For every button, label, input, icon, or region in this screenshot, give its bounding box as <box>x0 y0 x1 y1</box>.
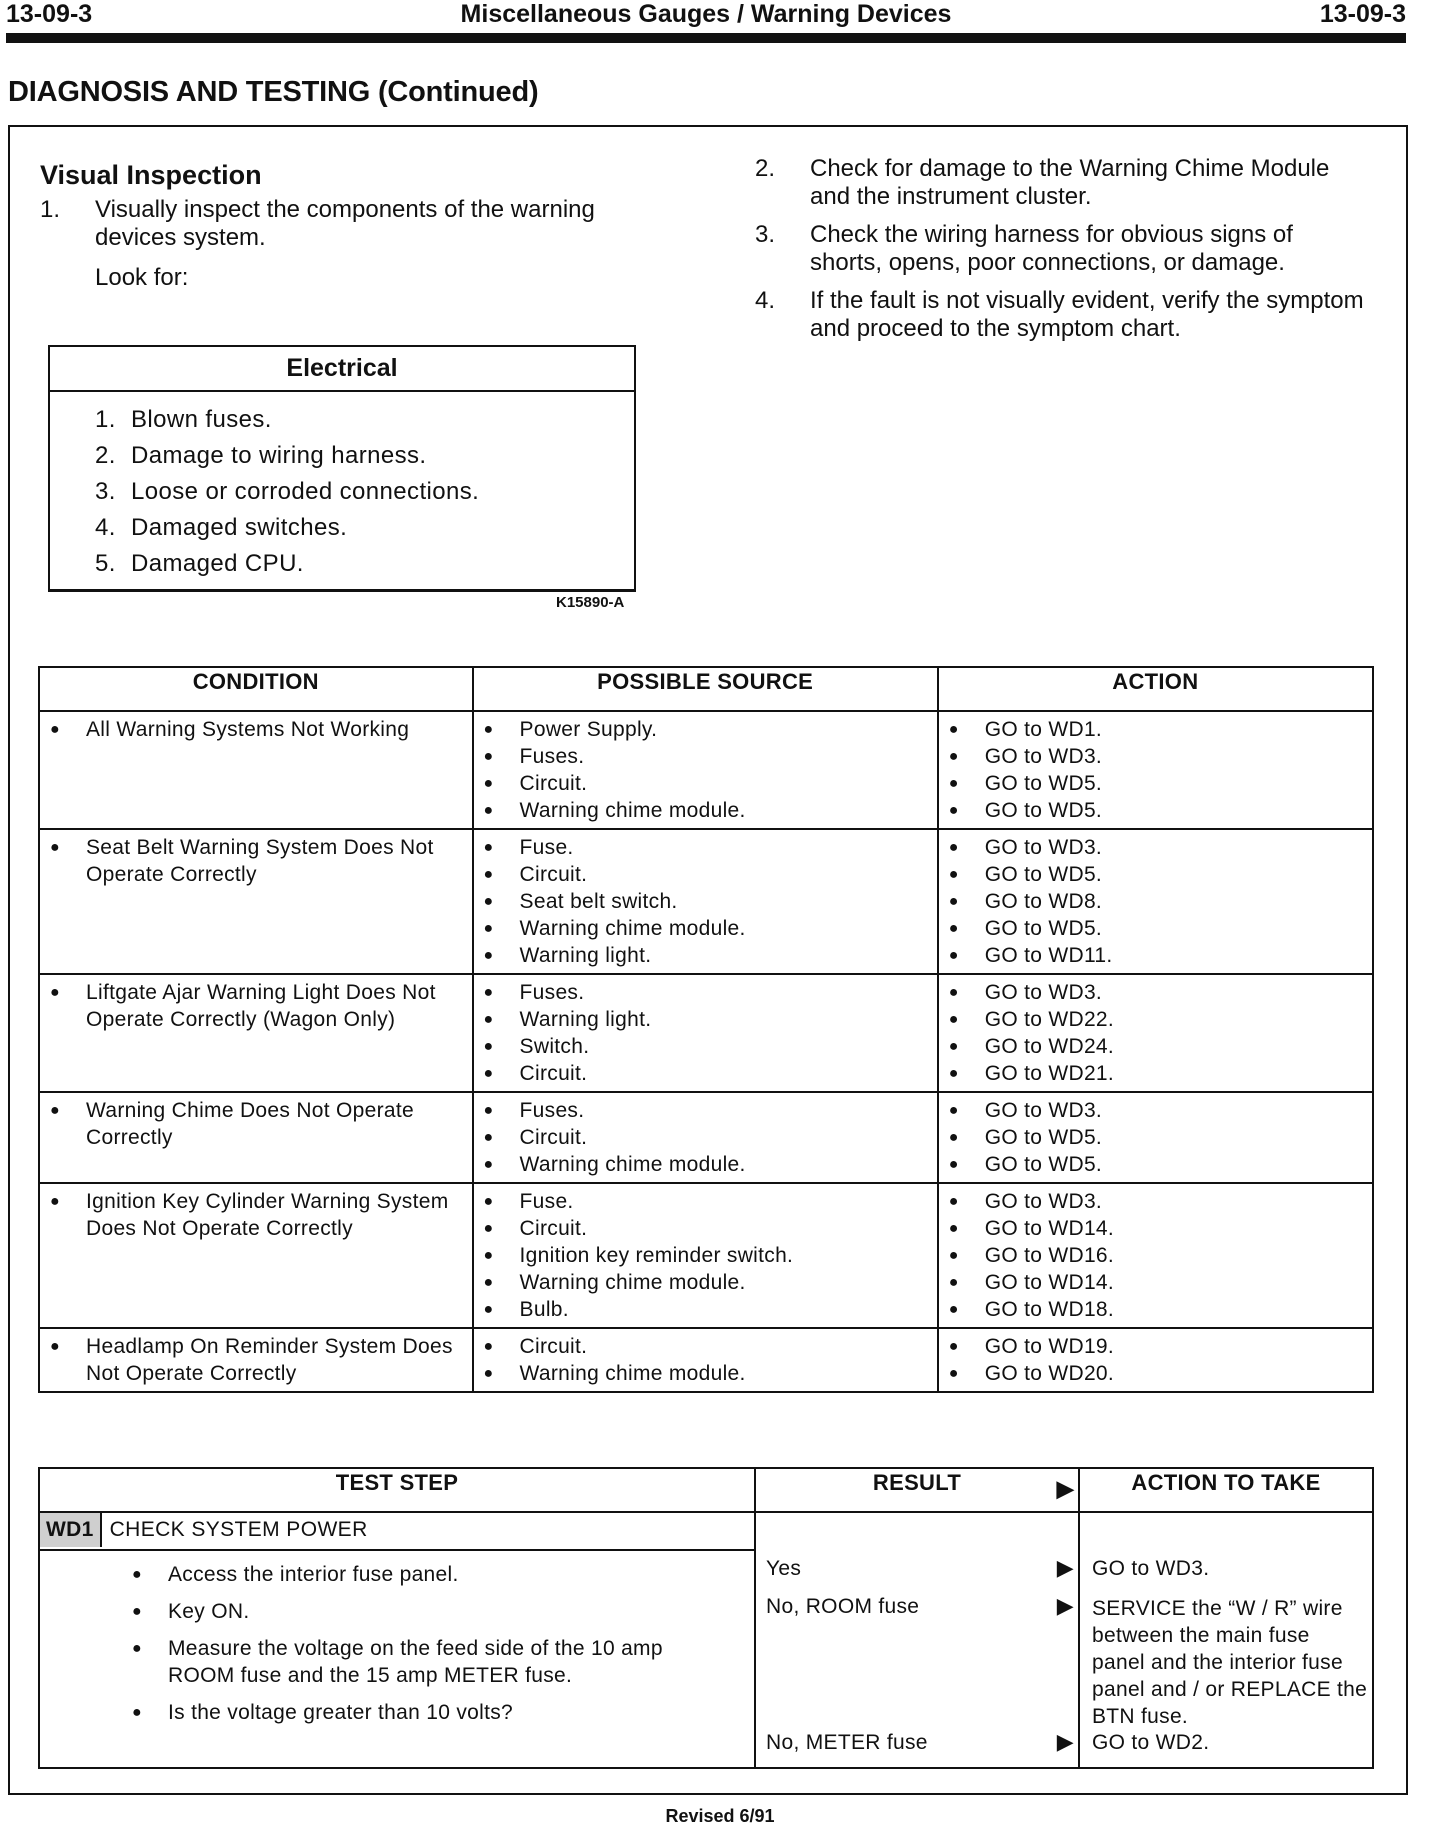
source-item: ● Ignition key reminder switch. <box>474 1242 937 1269</box>
condition-cell <box>39 1328 473 1392</box>
table-row <box>39 1092 1373 1183</box>
item-number: 4. <box>95 514 116 541</box>
table-row <box>39 1328 1373 1392</box>
action-item: ● GO to WD3. <box>939 1097 1372 1124</box>
source-item: ● Bulb. <box>474 1296 937 1323</box>
header-rule <box>6 33 1406 43</box>
table-row <box>39 974 1373 1092</box>
action-item: ● GO to WD21. <box>939 1060 1372 1087</box>
symptom-table-body <box>39 711 1373 1392</box>
test-instruction: ● Key ON. <box>40 1598 754 1625</box>
electrical-item <box>95 402 634 438</box>
visual-inspection-title: Visual Inspection <box>40 160 262 190</box>
electrical-list <box>50 392 634 582</box>
condition-cell <box>39 1092 473 1183</box>
section-title: DIAGNOSIS AND TESTING (Continued) <box>8 76 539 108</box>
action-item: ● GO to WD5. <box>939 770 1372 797</box>
table-row <box>39 829 1373 974</box>
action-item: ● GO to WD5. <box>939 1151 1372 1178</box>
action-item: ● GO to WD19. <box>939 1333 1372 1360</box>
action-item: ● GO to WD5. <box>939 915 1372 942</box>
item-number: 1. <box>95 406 116 433</box>
action-cell <box>1079 1512 1373 1768</box>
step-item <box>40 196 640 252</box>
header-page-right: 13-09-3 <box>1319 0 1406 28</box>
action-item: ● GO to WD14. <box>939 1215 1372 1242</box>
electrical-title: Electrical <box>50 347 634 392</box>
action-cell <box>938 1183 1373 1328</box>
condition-cell <box>39 829 473 974</box>
step-number: 4. <box>755 287 776 314</box>
footer-revision: Revised 6/91 <box>665 1806 775 1826</box>
step-number: 2. <box>755 155 776 182</box>
step-title: CHECK SYSTEM POWER <box>109 1518 368 1541</box>
step-number: 1. <box>40 196 61 223</box>
step-text: If the fault is not visually evident, verify the symptom and proceed to the symptom chart. <box>810 287 1364 342</box>
result-header-label: RESULT <box>872 1470 962 1495</box>
source-item: ● Circuit. <box>474 861 937 888</box>
action-item: ● GO to WD3. <box>939 834 1372 861</box>
source-item: ● Circuit. <box>474 770 937 797</box>
electrical-box <box>48 345 636 592</box>
action-item: ● GO to WD3. <box>939 979 1372 1006</box>
source-cell <box>473 1328 938 1392</box>
result-no-room: No, ROOM fuse <box>766 1595 920 1618</box>
table-row <box>39 1183 1373 1328</box>
source-item: ● Warning chime module. <box>474 797 937 824</box>
condition-text: ● Seat Belt Warning System Does Not Operate Correctly <box>40 834 472 888</box>
condition-text: ● Liftgate Ajar Warning Light Does Not Operate Correctly (Wagon Only) <box>40 979 472 1033</box>
action-cell <box>938 974 1373 1092</box>
electrical-item <box>95 474 634 510</box>
column-header-test-step: TEST STEP <box>39 1468 755 1512</box>
source-cell <box>473 974 938 1092</box>
left-steps <box>40 196 640 262</box>
source-item: ● Warning light. <box>474 1006 937 1033</box>
source-item: ● Fuse. <box>474 1188 937 1215</box>
page-header <box>6 0 1406 30</box>
step-details-cell <box>39 1550 755 1768</box>
header-title: Miscellaneous Gauges / Warning Devices <box>460 0 952 28</box>
result-cell <box>755 1512 1079 1768</box>
figure-reference: K15890-A <box>556 594 625 611</box>
source-cell <box>473 711 938 829</box>
source-item: ● Warning chime module. <box>474 1360 937 1387</box>
action-item: ● GO to WD1. <box>939 716 1372 743</box>
result-yes: Yes <box>766 1557 802 1580</box>
step-id: WD1 <box>40 1513 102 1547</box>
action-item: ● GO to WD24. <box>939 1033 1372 1060</box>
action-cell <box>938 711 1373 829</box>
result-no-meter: No, METER fuse <box>766 1731 928 1754</box>
step-title-cell <box>39 1512 755 1550</box>
test-question: ● Is the voltage greater than 10 volts? <box>40 1699 754 1726</box>
arrow-right-icon: ▶ <box>1056 1555 1074 1580</box>
item-number: 2. <box>95 442 116 469</box>
item-text: Damaged CPU. <box>131 550 304 577</box>
right-steps <box>755 155 1365 353</box>
test-step-table <box>38 1467 1374 1769</box>
source-item: ● Fuses. <box>474 979 937 1006</box>
condition-text: ● Ignition Key Cylinder Warning System Does Not Operate Correctly <box>40 1188 472 1242</box>
step-item <box>755 221 1365 277</box>
step-item <box>755 287 1365 343</box>
action-cell <box>938 1328 1373 1392</box>
source-item: ● Circuit. <box>474 1215 937 1242</box>
action-item: ● GO to WD22. <box>939 1006 1372 1033</box>
action-no-meter: GO to WD2. <box>1092 1731 1210 1754</box>
action-cell <box>938 829 1373 974</box>
condition-cell <box>39 974 473 1092</box>
action-item: ● GO to WD11. <box>939 942 1372 969</box>
condition-text: ● All Warning Systems Not Working <box>40 716 472 743</box>
arrow-right-icon: ▶ <box>1056 1593 1074 1618</box>
item-text: Loose or corroded connections. <box>131 478 480 505</box>
symptom-table <box>38 666 1374 1393</box>
source-cell <box>473 1092 938 1183</box>
action-item: ● GO to WD5. <box>939 1124 1372 1151</box>
action-no-room: SERVICE the “W / R” wire between the main fuse panel and the interior fuse panel and / or REPLACE the BTN fuse. <box>1092 1597 1368 1728</box>
step-text: Visually inspect the components of the warning devices system. <box>95 196 595 251</box>
column-header-source: POSSIBLE SOURCE <box>473 667 938 711</box>
item-text: Blown fuses. <box>131 406 272 433</box>
arrow-right-icon: ▶ <box>1056 1729 1074 1754</box>
column-header-action-to-take: ACTION TO TAKE <box>1079 1468 1373 1512</box>
action-item: ● GO to WD3. <box>939 743 1372 770</box>
action-item: ● GO to WD18. <box>939 1296 1372 1323</box>
item-number: 3. <box>95 478 116 505</box>
source-item: ● Warning chime module. <box>474 915 937 942</box>
action-cell <box>938 1092 1373 1183</box>
item-number: 5. <box>95 550 116 577</box>
condition-cell <box>39 1183 473 1328</box>
source-item: ● Fuses. <box>474 743 937 770</box>
action-item: ● GO to WD5. <box>939 797 1372 824</box>
item-text: Damage to wiring harness. <box>131 442 427 469</box>
action-item: ● GO to WD16. <box>939 1242 1372 1269</box>
table-row <box>39 711 1373 829</box>
action-item: ● GO to WD5. <box>939 861 1372 888</box>
condition-cell <box>39 711 473 829</box>
source-item: ● Seat belt switch. <box>474 888 937 915</box>
action-item: ● GO to WD14. <box>939 1269 1372 1296</box>
source-item: ● Fuses. <box>474 1097 937 1124</box>
source-item: ● Circuit. <box>474 1124 937 1151</box>
source-cell <box>473 829 938 974</box>
column-header-result <box>755 1468 1079 1512</box>
test-instruction: ● Measure the voltage on the feed side of the 10 amp ROOM fuse and the 15 amp METER fuse. <box>40 1635 754 1689</box>
arrow-right-icon: ▶ <box>1056 1476 1074 1501</box>
source-item: ● Circuit. <box>474 1060 937 1087</box>
column-header-action: ACTION <box>938 667 1373 711</box>
step-text: Check the wiring harness for obvious signs of shorts, opens, poor connections, or damage. <box>810 221 1293 276</box>
column-header-condition: CONDITION <box>39 667 473 711</box>
step-item <box>755 155 1365 211</box>
condition-text: ● Warning Chime Does Not Operate Correctly <box>40 1097 472 1151</box>
test-instruction: ● Access the interior fuse panel. <box>40 1561 754 1588</box>
source-item: ● Circuit. <box>474 1333 937 1360</box>
source-item: ● Switch. <box>474 1033 937 1060</box>
source-item: ● Power Supply. <box>474 716 937 743</box>
look-for-label: Look for: <box>95 264 189 291</box>
action-item: ● GO to WD8. <box>939 888 1372 915</box>
action-item: ● GO to WD3. <box>939 1188 1372 1215</box>
condition-text: ● Headlamp On Reminder System Does Not Operate Correctly <box>40 1333 472 1387</box>
action-item: ● GO to WD20. <box>939 1360 1372 1387</box>
action-yes: GO to WD3. <box>1092 1557 1210 1580</box>
electrical-item <box>95 438 634 474</box>
source-cell <box>473 1183 938 1328</box>
source-item: ● Fuse. <box>474 834 937 861</box>
source-item: ● Warning chime module. <box>474 1151 937 1178</box>
step-number: 3. <box>755 221 776 248</box>
source-item: ● Warning chime module. <box>474 1269 937 1296</box>
header-page-left: 13-09-3 <box>6 0 93 28</box>
item-text: Damaged switches. <box>131 514 348 541</box>
electrical-item <box>95 510 634 546</box>
source-item: ● Warning light. <box>474 942 937 969</box>
step-text: Check for damage to the Warning Chime Module and the instrument cluster. <box>810 155 1330 210</box>
electrical-item <box>95 546 634 582</box>
